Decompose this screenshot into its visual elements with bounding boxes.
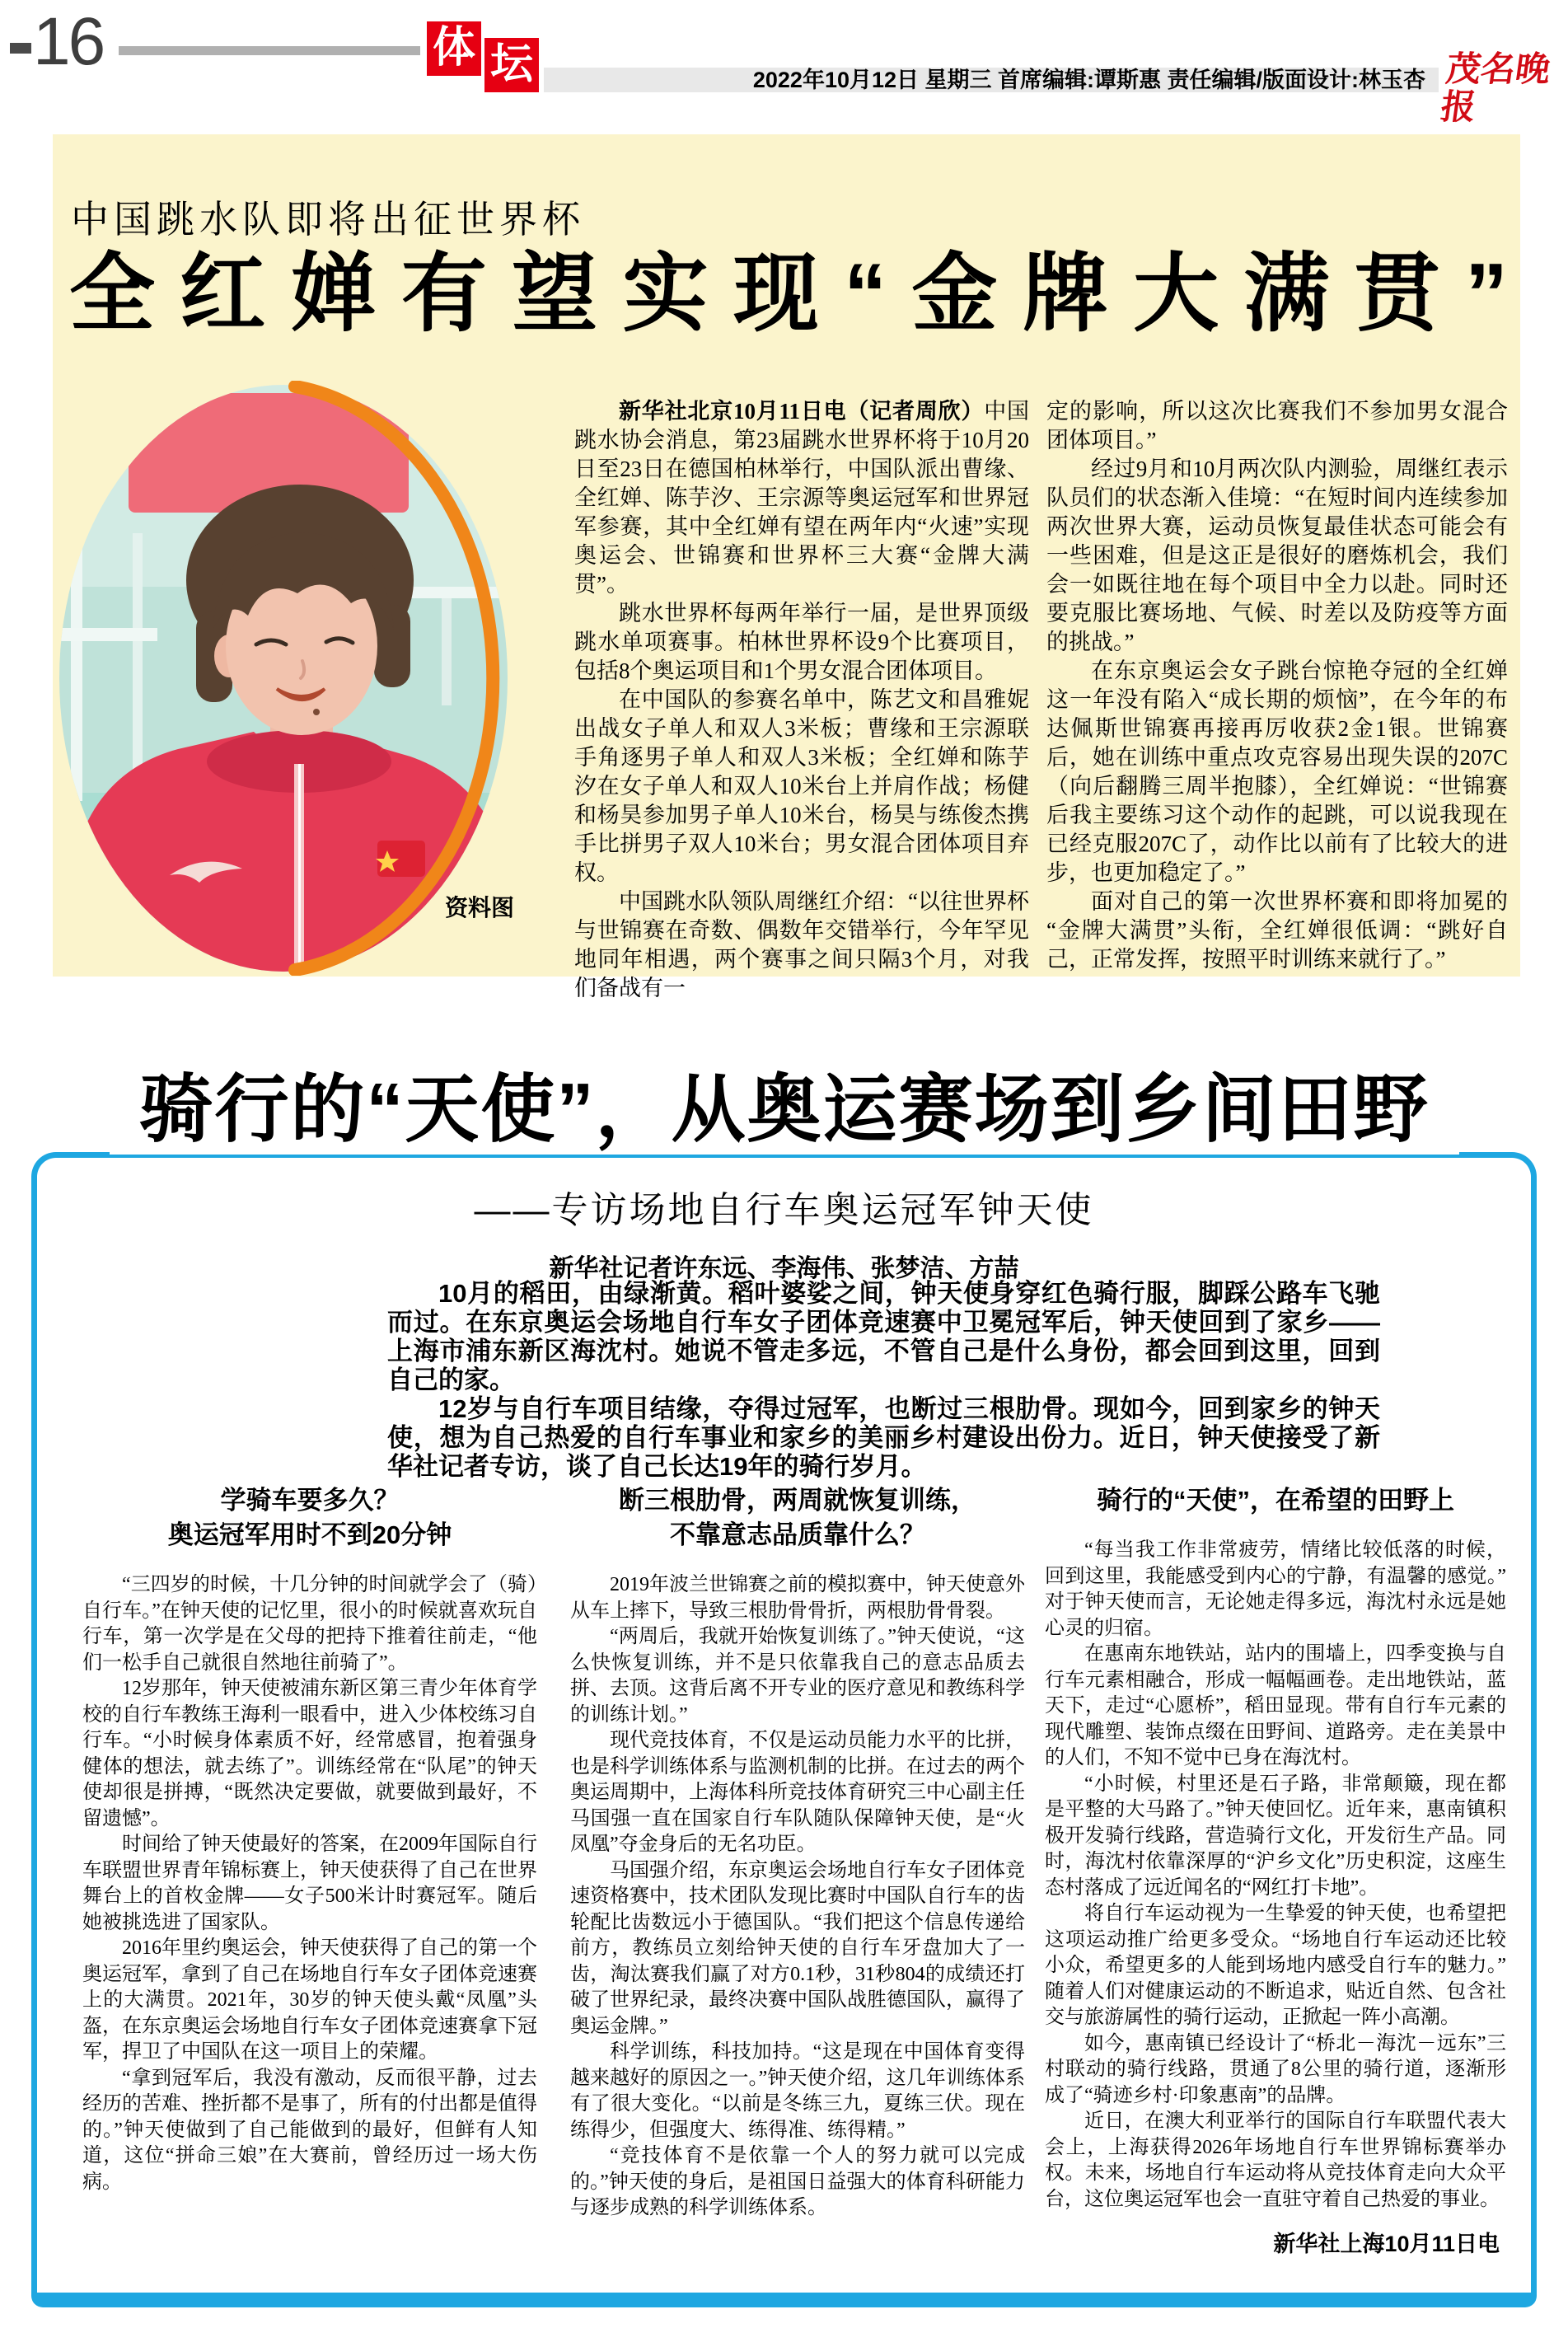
article2-byline: 新华社记者许东远、李海伟、张梦洁、方喆 <box>549 1255 1019 1282</box>
dateline-lead: 新华社北京10月11日电（记者周欣） <box>619 399 985 424</box>
subhead-line: 学骑车要多久？ <box>220 1486 400 1515</box>
page-number: 16 <box>33 4 104 79</box>
paragraph: 马国强介绍，东京奥运会场地自行车女子团体竞速资格赛中，技术团队发现比赛时中国队自行车的齿轮配比齿数远小于德国队。“我们把这个信息传递给前方，教练员立刻给钟天使的自行车牙盘加大了一齿，淘汰赛我们赢了对方0.1秒，31秒804的成绩还打破了世界纪录，最终决赛中国队战胜德国队，赢得了奥运金牌。” <box>570 1859 1025 2037</box>
paragraph: 跳水世界杯每两年举行一届，是世界顶级跳水单项赛事。柏林世界杯设9个比赛项目，包括8个奥运项目和1个男女混合团体项目。 <box>574 601 1029 683</box>
paragraph: “小时候，村里还是石子路，非常颠簸，现在都是平整的大马路了。”钟天使回忆。近年来，惠南镇积极开发骑行线路，营造骑行文化，开发衍生产品。同时，海沈村依靠深厚的“沪乡文化”历史积淀，这座生态村落成了远近闻名的“网红打卡地”。 <box>1045 1773 1506 1899</box>
paragraph: 在东京奥运会女子跳台惊艳夺冠的全红婵这一年没有陷入“成长期的烦恼”，在今年的布达佩斯世锦赛再接再厉收获2金1银。世锦赛后，她在训练中重点攻克容易出现失误的207C（向后翻腾三周半抱膝），全红婵说：“世锦赛后我主要练习这个动作的起跳，可以说我现在已经克服207C了，动作比以前有了比较大的进步，也更加稳定了。” <box>1046 658 1508 885</box>
paragraph: 10月的稻田，由绿渐黄。稻叶婆娑之间，钟天使身穿红色骑行服，脚踩公路车飞驰而过。在东京奥运会场地自行车女子团体竞速赛中卫冕冠军后，钟天使回到了家乡——上海市浦东新区海沈村。她说不管走多远，不管自己是什么身份，都会回到这里，回到自己的家。 <box>387 1279 1380 1394</box>
paragraph: 2016年里约奥运会，钟天使获得了自己的第一个奥运冠军，拿到了自己在场地自行车女子团体竞速赛上的大满贯。2021年，30岁的钟天使头戴“凤凰”头盔，在东京奥运会场地自行车女子团体竞速赛拿下冠军，捍卫了中国队在这一项目上的荣耀。 <box>82 1937 537 2063</box>
section-logo-char-1: 体 <box>427 21 481 76</box>
paragraph: “两周后，我就开始恢复训练了。”钟天使说，“这么快恢复训练，并不是只依靠我自己的意志品质去拼、去顶。这背后离不开专业的医疗意见和教练科学的训练计划。” <box>570 1626 1025 1726</box>
paragraph: “三四岁的时候，十几分钟的时间就学会了（骑）自行车。”在钟天使的记忆里，很小的时候就喜欢玩自行车，第一次学是在父母的把持下推着往前走，“他们一松手自己就很自然地往前骑了”。 <box>82 1574 537 1674</box>
paragraph: 定的影响，所以这次比赛我们不参加男女混合团体项目。” <box>1046 399 1508 452</box>
paragraph: 时间给了钟天使最好的答案，在2009年国际自行车联盟世界青年锦标赛上，钟天使获得了自己在世界舞台上的首枚金牌——女子500米计时赛冠军。随后她被挑选进了国家队。 <box>82 1834 537 1933</box>
column-subhead <box>570 1483 1025 1553</box>
paragraph: 经过9月和10月两次队内测验，周继红表示队员们的状态渐入佳境：“在短时间内连续参加两次世界大赛，运动员恢复最佳状态可能会有一些困难，但是这正是很好的磨炼机会，我们会一如既往地在每个项目中全力以赴。同时还要克服比赛场地、气候、时差以及防疫等方面的挑战。” <box>1046 457 1508 654</box>
article2-headline: 骑行的“天使”，从奥运赛场到乡间田野 <box>110 1066 1459 1155</box>
article2-column-3 <box>1045 1483 1506 2258</box>
paragraph: 面对自己的第一次世界杯赛和即将加冕的“金牌大满贯”头衔，全红婵很低调：“跳好自己，正常发挥，按照平时训练来就行了。” <box>1046 889 1508 972</box>
paragraph: 在惠南东地铁站，站内的围墙上，四季变换与自行车元素相融合，形成一幅幅画卷。走出地铁站，蓝天下，走过“心愿桥”，稻田显现。带有自行车元素的现代雕塑、装饰点缀在田野间、道路旁。走在美景中的人们，不知不觉中已身在海沈村。 <box>1045 1643 1506 1768</box>
article2-subtitle: ——专访场地自行车奥运冠军钟天使 <box>474 1190 1094 1230</box>
paragraph: 现代竞技体育，不仅是运动员能力水平的比拼，也是科学训练体系与监测机制的比拼。在过去的两个奥运周期中，上海体科所竞技体育研究三中心副主任马国强一直在国家自行车队随队保障钟天使，是“火凤凰”夺金身后的无名功臣。 <box>570 1730 1025 1855</box>
athlete-photo-illustration <box>54 381 531 976</box>
article2-column-2 <box>570 1483 1025 2222</box>
paragraph: 近日，在澳大利亚举行的国际自行车联盟代表大会上，上海获得2026年场地自行车世界锦标赛举办权。未来，场地自行车运动将从竞技体育走向大众平台，这位奥运冠军也会一直驻守着自己热爱的事业。 <box>1045 2110 1506 2210</box>
page-number-dash <box>10 43 31 54</box>
article2-column-1 <box>82 1483 537 2195</box>
newspaper-masthead: 茂名晚报 <box>1438 51 1553 128</box>
article1-column-right <box>1046 397 1508 972</box>
paragraph: 2019年波兰世锦赛之前的模拟赛中，钟天使意外从车上摔下，导致三根肋骨骨折，两根肋骨骨裂。 <box>570 1574 1025 1622</box>
column-subhead: 骑行的“天使”，在希望的田野上 <box>1097 1486 1454 1515</box>
subhead-line: 断三根肋骨，两周就恢复训练， <box>619 1486 976 1515</box>
paragraph-text: 中国跳水协会消息，第23届跳水世界杯将于10月20日至23日在德国柏林举行，中国队派出曹缘、全红婵、陈芋汐、王宗源等奥运冠军和世界冠军参赛，其中全红婵有望在两年内“火速”实现奥运会、世锦赛和世界杯三大赛“金牌大满贯”。 <box>574 399 1029 597</box>
article1-kicker: 中国跳水队即将出征世界杯 <box>71 198 585 241</box>
paragraph: 12岁与自行车项目结缘，夺得过冠军，也断过三根肋骨。现如今，回到家乡的钟天使，想为自己热爱的自行车事业和家乡的美丽乡村建设出份力。近日，钟天使接受了新华社记者专访，谈了自己长达19年的骑行岁月。 <box>387 1394 1380 1481</box>
section-logo-char-2: 坛 <box>484 38 539 92</box>
paragraph: 12岁那年，钟天使被浦东新区第三青少年体育学校的自行车教练王海利一眼看中，进入少体校练习自行车。“小时候身体素质不好，经常感冒，抱着强身健体的想法，就去练了”。训练经常在“队尾”的钟天使却很是拼搏，“既然决定要做，就要做到最好，不留遗憾”。 <box>82 1678 537 1829</box>
paragraph: 将自行车运动视为一生挚爱的钟天使，也希望把这项运动推广给更多受众。“场地自行车运动还比较小众，希望更多的人能到场地内感受自行车的魅力。”随着人们对健康运动的不断追求，贴近自然、包含社交与旅游属性的骑行运动，正掀起一阵小高潮。 <box>1045 1903 1506 2028</box>
subhead-line: 奥运冠军用时不到20分钟 <box>167 1520 452 1549</box>
date-editor-line: 2022年10月12日 星期三 首席编辑:谭斯惠 责任编辑/版面设计:林玉杏 <box>544 68 1439 92</box>
paragraph <box>574 397 1029 599</box>
paragraph: 科学训练，科技加持。“这是现在中国体育变得越来越好的原因之一。”钟天使介绍，这几年训练体系有了很大变化。“以前是冬练三九，夏练三伏。现在练得少，但强度大、练得准、练得精。” <box>570 2041 1025 2141</box>
paragraph: 中国跳水队领队周继红介绍：“以往世界杯与世锦赛在奇数、偶数年交错举行，今年罕见地同年相遇，两个赛事之间只隔3个月，对我们备战有一 <box>574 889 1029 1000</box>
paragraph: “拿到冠军后，我没有激动，反而很平静，过去经历的苦难、挫折都不是事了，所有的付出都是值得的。”钟天使做到了自己能做到的最好，但鲜有人知道，这位“拼命三娘”在大赛前，曾经历过一场大伤病。 <box>82 2067 537 2193</box>
paragraph: “每当我工作非常疲劳，情绪比较低落的时候，回到这里，我能感受到内心的宁静，有温馨的感觉。”对于钟天使而言，无论她走得多远，海沈村永远是她心灵的归宿。 <box>1045 1539 1506 1639</box>
article1-photo <box>54 381 531 976</box>
article2-intro <box>387 1279 1380 1481</box>
subhead-line: 不靠意志品质靠什么？ <box>670 1520 925 1549</box>
paragraph: “竞技体育不是依靠一个人的努力就可以完成的。”钟天使的身后，是祖国日益强大的体育科研能力与逐步成熟的科学训练体系。 <box>570 2145 1025 2218</box>
paragraph: 如今，惠南镇已经设计了“桥北－海沈－远东”三村联动的骑行线路，贯通了8公里的骑行道，逐渐形成了“骑迹乡村·印象惠南”的品牌。 <box>1045 2032 1506 2106</box>
article1-column-left <box>574 397 1029 1000</box>
photo-caption: 资料图 <box>445 895 515 920</box>
article2-signoff: 新华社上海10月11日电 <box>1273 2232 1500 2256</box>
paragraph: 在中国队的参赛名单中，陈艺文和昌雅妮出战女子单人和双人3米板；曹缘和王宗源联手角逐男子单人和双人3米板；全红婵和陈芋汐在女子单人和双人10米台上并肩作战；杨健和杨昊参加男子单人10米台，杨昊与练俊杰携手比拼男子双人10米台；男女混合团体项目弃权。 <box>574 687 1029 885</box>
column-subhead <box>82 1483 537 1553</box>
header-rule <box>119 46 420 55</box>
article1-headline: 全红婵有望实现“金牌大满贯” <box>69 246 1509 342</box>
